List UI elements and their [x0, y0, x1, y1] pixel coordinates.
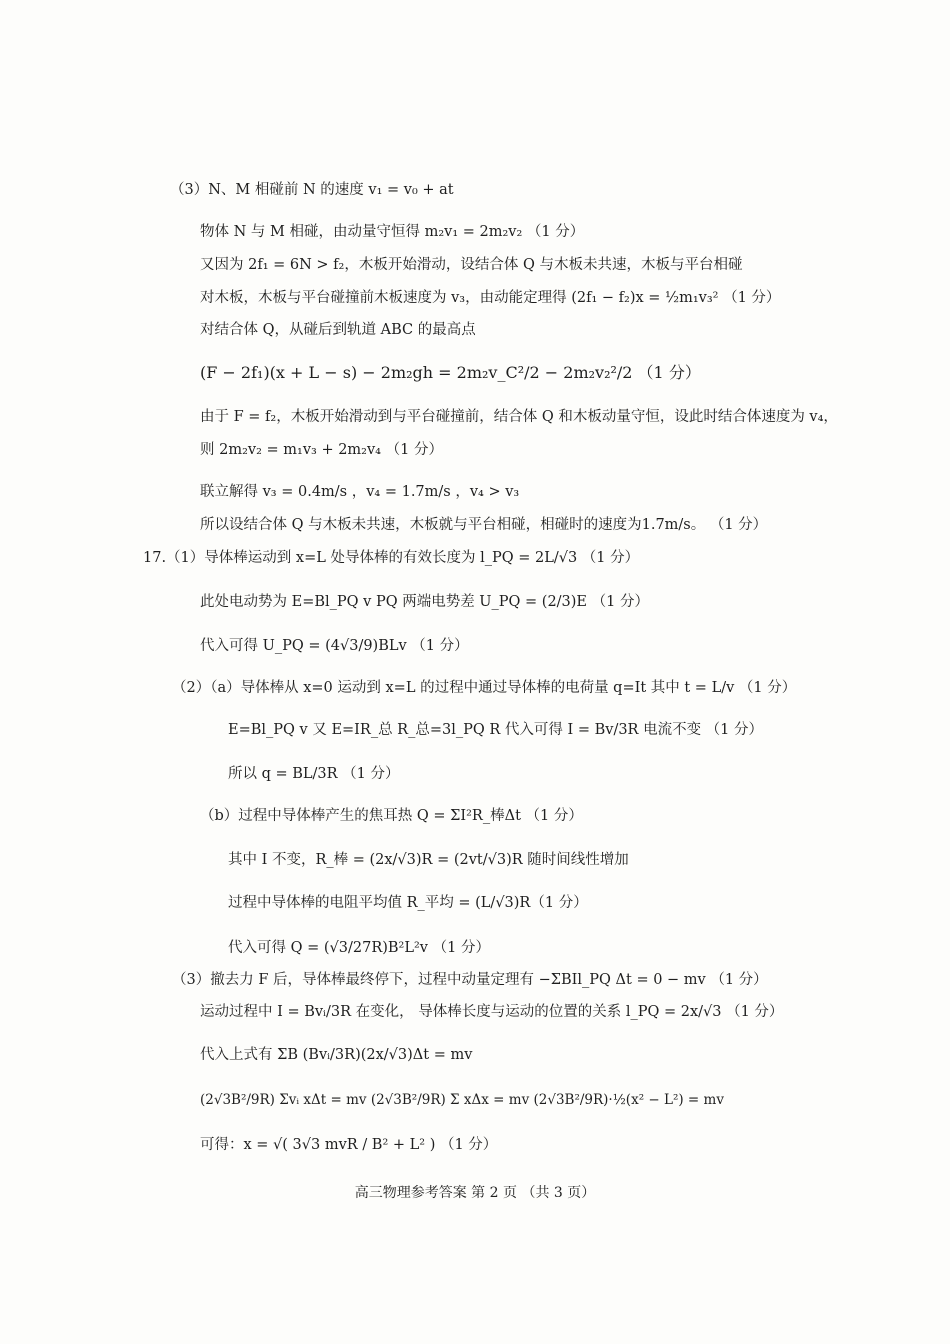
line-17-2b: （b）过程中导体棒产生的焦耳热 Q = ΣI²R_棒Δt （1 分） — [200, 808, 583, 824]
line-conclusion: 所以设结合体 Q 与木板未共速，木板就与平台相碰，相碰时的速度为1.7m/s。 （1 分） — [200, 517, 768, 533]
line-17-2a: （2）（a）导体棒从 x=0 运动到 x=L 的过程中通过导体棒的电荷量 q=It 其中 t = L/v （1 分） — [172, 680, 797, 696]
line-17-1: 17.（1）导体棒运动到 x=L 处导体棒的有效长度为 l_PQ = 2L/√3 （1 分） — [143, 550, 640, 566]
line-body-q: 对结合体 Q，从碰后到轨道 ABC 的最高点 — [200, 322, 476, 338]
page-footer: 高三物理参考答案 第 2 页 （共 3 页） — [354, 1185, 596, 1201]
line-avg-resistance: 过程中导体棒的电阻平均值 R_平均 = (L/√3)R（1 分） — [228, 895, 588, 911]
line-solve: 联立解得 v₃ = 0.4m/s ，v₄ = 1.7m/s ，v₄ > v₃ — [200, 484, 520, 500]
line-board: 对木板，木板与平台碰撞前木板速度为 v₃，由动能定理得 (2f₁ − f₂)x = ½m₁v₃² （1 分） — [200, 290, 781, 306]
line-sum-eqs: (2√3B²/9R) Σvᵢ xΔt = mv (2√3B²/9R) Σ xΔx = mv (2√3B²/9R)·½(x² − L²) = mv — [200, 1092, 724, 1108]
line-3-intro: （3）N、M 相碰前 N 的速度 v₁ = v₀ + at — [170, 182, 454, 198]
line-current: E=Bl_PQ v 又 E=IR_总 R_总=3l_PQ R 代入可得 I = Bv/3R 电流不变 （1 分） — [228, 722, 764, 738]
line-changing-current: 运动过程中 I = Bvᵢ/3R 在变化， 导体棒长度与运动的位置的关系 l_PQ = 2x/√3 （1 分） — [200, 1004, 784, 1020]
line-emf: 此处电动势为 E=Bl_PQ v PQ 两端电势差 U_PQ = (2/3)E （1 分） — [200, 594, 649, 610]
line-conservation: 由于 F = f₂，木板开始滑动到与平台碰撞前，结合体 Q 和木板动量守恒，设此时结合体速度为 v₄， — [200, 409, 838, 425]
line-heat: 代入可得 Q = (√3/27R)B²L²v （1 分） — [228, 940, 490, 956]
line-momentum-eq: 则 2m₂v₂ = m₁v₃ + 2m₂v₄ （1 分） — [200, 442, 443, 458]
line-momentum: 物体 N 与 M 相碰，由动量守恒得 m₂v₁ = 2m₂v₂ （1 分） — [200, 224, 585, 240]
line-charge: 所以 q = BL/3R （1 分） — [228, 766, 400, 782]
line-energy-eq: (F − 2f₁)(x + L − s) − 2m₂gh = 2m₂v_C²/2 − 2m₂v₂²/2 （1 分） — [200, 363, 701, 382]
line-resistance: 其中 I 不变，R_棒 = (2x/√3)R = (2vt/√3)R 随时间线性增加 — [228, 852, 629, 868]
line-upq: 代入可得 U_PQ = (4√3/9)BLv （1 分） — [200, 638, 469, 654]
line-substitute: 代入上式有 ΣB (Bvᵢ/3R)(2x/√3)Δt = mv — [200, 1047, 473, 1063]
line-17-3: （3）撤去力 F 后，导体棒最终停下，过程中动量定理有 −ΣBIl_PQ Δt = 0 − mv （1 分） — [172, 972, 768, 988]
line-slide: 又因为 2f₁ = 6N > f₂，木板开始滑动，设结合体 Q 与木板未共速，木板与平台相碰 — [200, 257, 743, 273]
line-result: 可得：x = √( 3√3 mvR / B² + L² ) （1 分） — [200, 1137, 498, 1153]
